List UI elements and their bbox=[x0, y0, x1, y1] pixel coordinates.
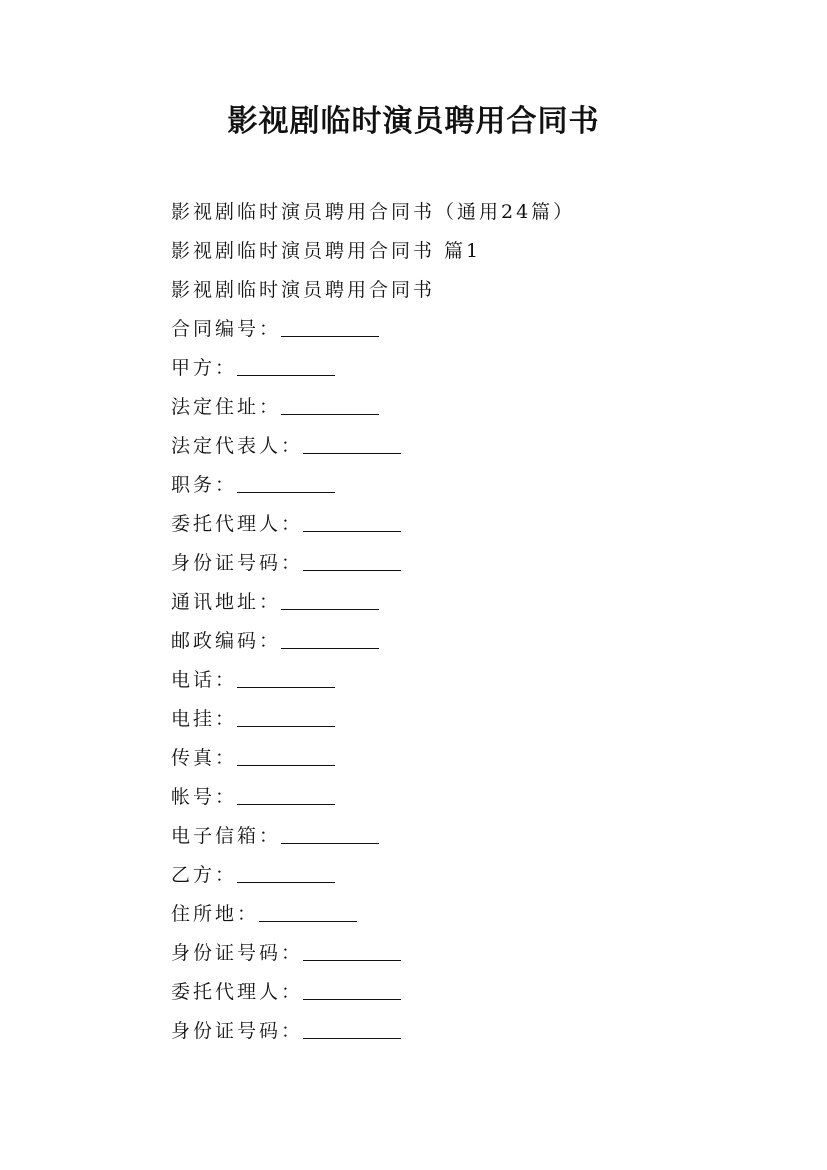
field-label: 传真： bbox=[171, 747, 238, 769]
text-line bbox=[171, 193, 771, 232]
fill-blank bbox=[281, 316, 379, 337]
line-text: 影视剧临时演员聘用合同书 bbox=[171, 279, 436, 301]
field-line bbox=[171, 1012, 771, 1051]
field-label: 邮政编码： bbox=[171, 630, 282, 652]
text-line bbox=[171, 271, 771, 310]
line-text: 影视剧临时演员聘用合同书（通用24篇） bbox=[171, 201, 576, 223]
field-label: 住所地： bbox=[171, 903, 260, 925]
fill-blank bbox=[281, 394, 379, 415]
field-line bbox=[171, 895, 771, 934]
field-line bbox=[171, 310, 771, 349]
text-line bbox=[171, 232, 771, 271]
field-line bbox=[171, 973, 771, 1012]
field-label: 委托代理人： bbox=[171, 981, 304, 1003]
field-label: 帐号： bbox=[171, 786, 238, 808]
field-label: 电子信箱： bbox=[171, 825, 282, 847]
document-title: 影视剧临时演员聘用合同书 bbox=[227, 104, 600, 139]
field-line bbox=[171, 700, 771, 739]
field-label: 电话： bbox=[171, 669, 238, 691]
field-label: 电挂： bbox=[171, 708, 238, 730]
fill-blank bbox=[303, 511, 401, 532]
fill-blank bbox=[237, 706, 335, 727]
fill-blank bbox=[237, 745, 335, 766]
field-label: 合同编号： bbox=[171, 318, 282, 340]
fill-blank bbox=[237, 862, 335, 883]
field-label: 职务： bbox=[171, 474, 238, 496]
fill-blank bbox=[237, 355, 335, 376]
field-label: 身份证号码： bbox=[171, 552, 304, 574]
field-line bbox=[171, 817, 771, 856]
field-line bbox=[171, 349, 771, 388]
fill-blank bbox=[281, 628, 379, 649]
field-line bbox=[171, 622, 771, 661]
fill-blank bbox=[237, 784, 335, 805]
fill-blank bbox=[303, 550, 401, 571]
fill-blank bbox=[259, 901, 357, 922]
field-line bbox=[171, 583, 771, 622]
field-label: 身份证号码： bbox=[171, 942, 304, 964]
field-line bbox=[171, 778, 771, 817]
field-label: 乙方： bbox=[171, 864, 238, 886]
field-line bbox=[171, 505, 771, 544]
field-label: 委托代理人： bbox=[171, 513, 304, 535]
fill-blank bbox=[281, 589, 379, 610]
field-line bbox=[171, 739, 771, 778]
field-label: 法定住址： bbox=[171, 396, 282, 418]
fill-blank bbox=[303, 979, 401, 1000]
field-line bbox=[171, 427, 771, 466]
document-body bbox=[171, 193, 771, 1051]
field-line bbox=[171, 661, 771, 700]
fill-blank bbox=[281, 823, 379, 844]
fill-blank bbox=[303, 433, 401, 454]
fill-blank bbox=[303, 1018, 401, 1039]
fill-blank bbox=[237, 472, 335, 493]
field-line bbox=[171, 466, 771, 505]
field-line bbox=[171, 856, 771, 895]
field-label: 法定代表人： bbox=[171, 435, 304, 457]
line-text: 影视剧临时演员聘用合同书 篇1 bbox=[171, 240, 482, 262]
field-line bbox=[171, 934, 771, 973]
field-label: 通讯地址： bbox=[171, 591, 282, 613]
field-line bbox=[171, 544, 771, 583]
fill-blank bbox=[237, 667, 335, 688]
field-label: 甲方： bbox=[171, 357, 238, 379]
field-label: 身份证号码： bbox=[171, 1020, 304, 1042]
fill-blank bbox=[303, 940, 401, 961]
field-line bbox=[171, 388, 771, 427]
